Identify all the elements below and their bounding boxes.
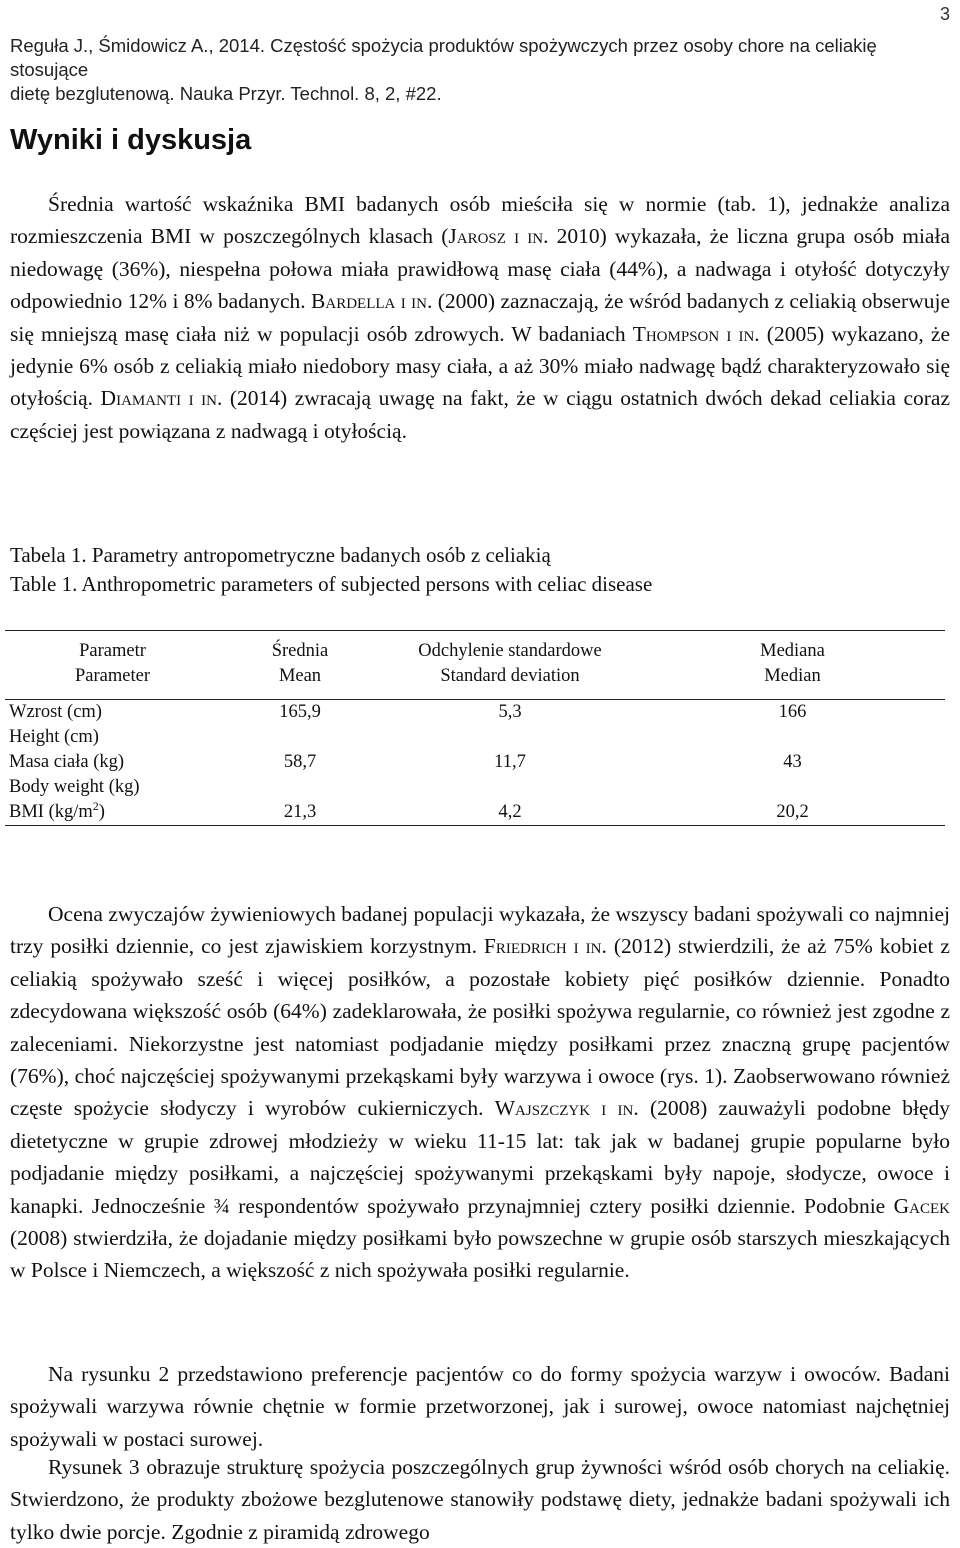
table-header-row — [5, 631, 945, 700]
table-row — [5, 750, 945, 800]
cell-median: 43 — [783, 752, 802, 772]
col-header-parameter: Parametr Parameter — [75, 641, 150, 686]
cell-median: 20,2 — [776, 802, 809, 822]
col-header-mean: Średnia Mean — [271, 641, 329, 686]
paragraph-fruit-veg: Na rysunku 2 przedstawiono preferencje pacjentów co do formy spożycia warzyw i owoców. Badani spożywali warzywa równie chętnie w formie przetworzonej, jak i surowej, owoce natomiast najchętniej spożywali w postaci surowej. — [10, 1362, 950, 1451]
table-caption-en: Table 1. Anthropometric parameters of subjected persons with celiac disease — [10, 572, 653, 596]
author-ref: Thompson i in — [632, 321, 755, 346]
col-header-sd: Odchylenie standardowe Standard deviation — [418, 641, 602, 686]
cell-mean: 58,7 — [283, 752, 317, 772]
cell-mean: 165,9 — [279, 702, 321, 722]
table-row — [5, 700, 945, 751]
row-label-height: Wzrost (cm) Height (cm) — [9, 702, 102, 747]
cell-sd: 5,3 — [498, 702, 522, 722]
author-ref: Friedrich i in — [483, 934, 602, 959]
table-caption-pl: Tabela 1. Parametry antropometryczne badanych osób z celiakią — [10, 543, 551, 567]
citation-line-1: Reguła J., Śmidowicz A., 2014. Częstość spożycia produktów spożywczych przez osoby chore na celiakię stosujące — [10, 35, 877, 80]
citation-line-2: dietę bezglutenową. Nauka Przyr. Technol. 8, 2, #22. — [10, 83, 442, 104]
page-number: 3 — [939, 4, 950, 24]
author-ref: Bardella i in — [311, 289, 427, 314]
paragraph-eating-habits: Ocena zwyczajów żywieniowych badanej populacji wykazała, że wszyscy badani spożywali co najmniej trzy posiłki dziennie, co jest zjawiskiem korzystnym. Friedrich i in. (2012) stwierdzili, że aż 75% kobiet z celiakią spożywało sześć i więcej posiłków, a pozostałe kobiety pięć posiłków dziennie. Ponadto zdecydowana większość osób (64%) zadeklarowała, że posiłki spożywa regularnie, co również jest zgodne z zaleceniami. Niekorzystne jest natomiast podjadanie między posiłkami przez znaczną grupę pacjentów (76%), choć najczęściej spożywanymi przekąskami były warzywa i owoce (rys. 1). Zaobserwowano również częste spożycie słodyczy i wyrobów cukierniczych. Wajszczyk i in. (2008) zauważyli podobne błędy dietetyczne w grupie zdrowej młodzieży w wieku 11-15 lat: tak jak w badanej grupie popularne było podjadanie między posiłkami, a najczęściej spożywanymi przekąskami były napoje, słodycze, owoce i kanapki. Jednocześnie ¾ respondentów spożywało przynajmniej cztery posiłki dziennie. Podobnie Gacek (2008) stwierdziła, że dojadanie między posiłkami było powszechne w grupie osób starszych mieszkających w Polsce i Niemczech, a większość z nich spożywała posiłki regularnie. — [10, 902, 950, 1283]
cell-sd: 4,2 — [498, 802, 522, 822]
anthropometric-table — [5, 630, 945, 826]
author-ref: Gacek — [893, 1193, 950, 1218]
paragraph-food-groups: Rysunek 3 obrazuje strukturę spożycia poszczególnych grup żywności wśród osób chorych na celiakię. Stwierdzono, że produkty zbożowe bezglutenowe stanowiły podstawę diety, jednakże badani spożywali ich tylko dwie porcje. Zgodnie z piramidą zdrowego — [10, 1455, 950, 1544]
running-header — [10, 34, 910, 106]
author-ref: Jarosz i in — [448, 224, 544, 249]
section-title: Wyniki i dyskusja — [10, 124, 252, 156]
cell-mean: 21,3 — [283, 802, 317, 822]
cell-median: 166 — [778, 702, 807, 722]
author-ref: Wajszczyk i in — [494, 1096, 634, 1121]
paragraph-bmi-results: Średnia wartość wskaźnika BMI badanych osób mieściła się w normie (tab. 1), jednakże analiza rozmieszczenia BMI w poszczególnych klasach (Jarosz i in. 2010) wykazała, że liczna grupa osób miała niedowagę (36%), niespełna połowa miała prawidłową masę ciała (44%), a nadwaga i otyłość dotyczyły odpowiednio 12% i 8% badanych. Bardella i in. (2000) zaznaczają, że wśród badanych z celiakią obserwuje się mniejszą masę ciała niż w populacji osób zdrowych. W badaniach Thompson i in. (2005) wykazano, że jedynie 6% osób z celiakią miało niedobory masy ciała, a aż 30% miało nadwagę bądź charakteryzowało się otyłością. Diamanti i in. (2014) zwracają uwagę na fakt, że w ciągu ostatnich dwóch dekad celiakia coraz częściej jest powiązana z nadwagą i otyłością. — [10, 192, 950, 443]
table-row — [5, 800, 945, 826]
author-ref: Diamanti i in — [100, 386, 217, 411]
row-label-body-weight: Masa ciała (kg) Body weight (kg) — [9, 752, 140, 797]
row-label-bmi: BMI $(kg/m^2)$ — [9, 798, 105, 822]
col-header-median: Mediana Median — [760, 641, 825, 686]
cell-sd: 11,7 — [494, 752, 526, 772]
